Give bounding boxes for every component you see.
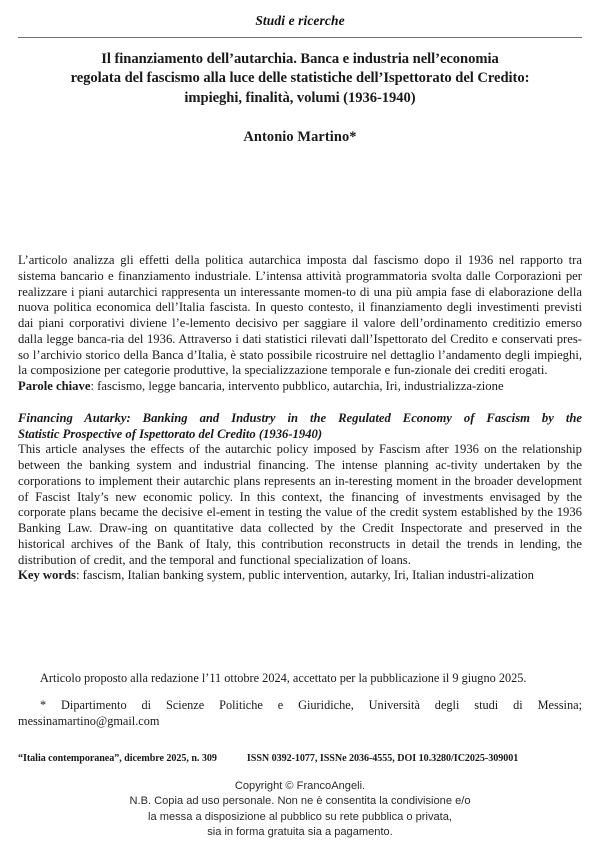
abstract-english-title-line-1: Financing Autarky: Banking and Industry in the Regulated Economy of Fascism by the [18,410,582,425]
abstract-english-block [18,395,582,584]
keywords-italian-label: Parole chiave [18,379,91,393]
keywords-italian-separator: : [90,379,98,393]
abstract-english-title [18,411,582,443]
author-name: Antonio Martino* [243,129,357,146]
page-title [18,50,582,108]
title-block [18,50,582,146]
keywords-english [18,568,582,584]
title-line-1: Il finanziamento dell’autarchia. Banca e industria nell’economia [101,51,499,67]
title-line-2: regolata del fascismo alla luce delle statistiche dell’Ispettorato del Credito: [70,70,530,87]
title-line-3: impieghi, finalità, volumi (1936-1940) [184,89,416,106]
header-divider [18,37,582,38]
abstract-english-text: This article analyses the effects of the autarchic policy imposed by Fascism after 1936 on the relationship between the banking system and industrial financing. The intense planning ac-tivity undertaken by the corporations to implement their autarchic plans represents an in-teresting moment in the broader development of Fascist Italy’s new economic policy. In this context, the financing of investments envisaged by the corporate plans became the decisive el-ement in testing the value of the credit system established by the 1936 Banking Law. Draw-ing on quantitative data collected by the Credit Inspectorate and preserved in the historical archives of the Bank of Italy, this contribution reconstructs in detail the trends in lending, the distribution of credit, and the temporal and functional specialization of loans. [18,442,582,567]
keywords-italian [18,379,582,395]
copyright-notice [0,779,600,840]
copyright-line-4: sia in forma gratuita sia a pagamento. [207,825,393,838]
keywords-english-value: fascism, Italian banking system, public intervention, autarky, Iri, Italian industri-alization [82,568,534,583]
keywords-english-label: Key words [18,568,76,583]
copyright-line-2: N.B. Copia ad uso personale. Non ne è consentita la condivisione e/o [129,795,471,808]
copyright-line-1: Copyright © FrancoAngeli. [234,780,366,792]
running-head: Studi e ricerche [255,13,345,28]
copyright-line-3: la messa a disposizione al pubblico su rete pubblica o privata, [147,810,453,823]
journal-issue-reference: “Italia contemporanea”, dicembre 2025, n. 309 [18,753,217,764]
issn-doi-reference: ISSN 0392-1077, ISSNe 2036-4555, DOI 10.3280/IC2025-309001 [246,753,519,764]
footnote-area [18,671,582,729]
keywords-english-separator: : [75,568,83,583]
abstract-area [18,253,582,584]
submission-note: Articolo proposto alla redazione l’11 ottobre 2024, accettato per la pubblicazione il 9 giugno 2025. [40,671,527,685]
abstract-english-title-line-2: Statistic Prospective of Ispettorato del Credito (1936-1940) [18,426,323,441]
keywords-italian-value: fascismo, legge bancaria, intervento pubblico, autarchia, Iri, industrializza-zione [97,379,504,393]
abstract-italian-text: L’articolo analizza gli effetti della politica autarchica imposta dal fascismo dopo il 1936 nel rapporto tra sistema bancario e finanziamento industriale. L’intensa attività programmatoria svolta dalle Corporazioni per realizzare i piani autarchici rappresenta un interessante momen-to di una più ampia fase di elaborazione della nuova politica economica dell’Italia fascista. In questo contesto, il finanziamento degli investimenti previsti dai piani corporativi diviene l’e-lemento decisivo per saggiare il valore dell’ordinamento creditizio emerso dalla legge banca-ria del 1936. Attraverso i dati statistici rilevati dall’Ispettorato del Credito e conservati pres-so l’archivio storico della Banca d’Italia, è stato possibile ricostruire nel dettaglio l’andamento degli impieghi, la composizione per categorie produttive, la specializzazione temporale e fun-zionale dei crediti erogati. [18,253,582,378]
author-affiliation-note: * Dipartimento di Scienze Politiche e Giuridiche, Università degli studi di Messina; messinamartino@gmail.com [18,698,582,728]
journal-citation-line [18,753,582,764]
